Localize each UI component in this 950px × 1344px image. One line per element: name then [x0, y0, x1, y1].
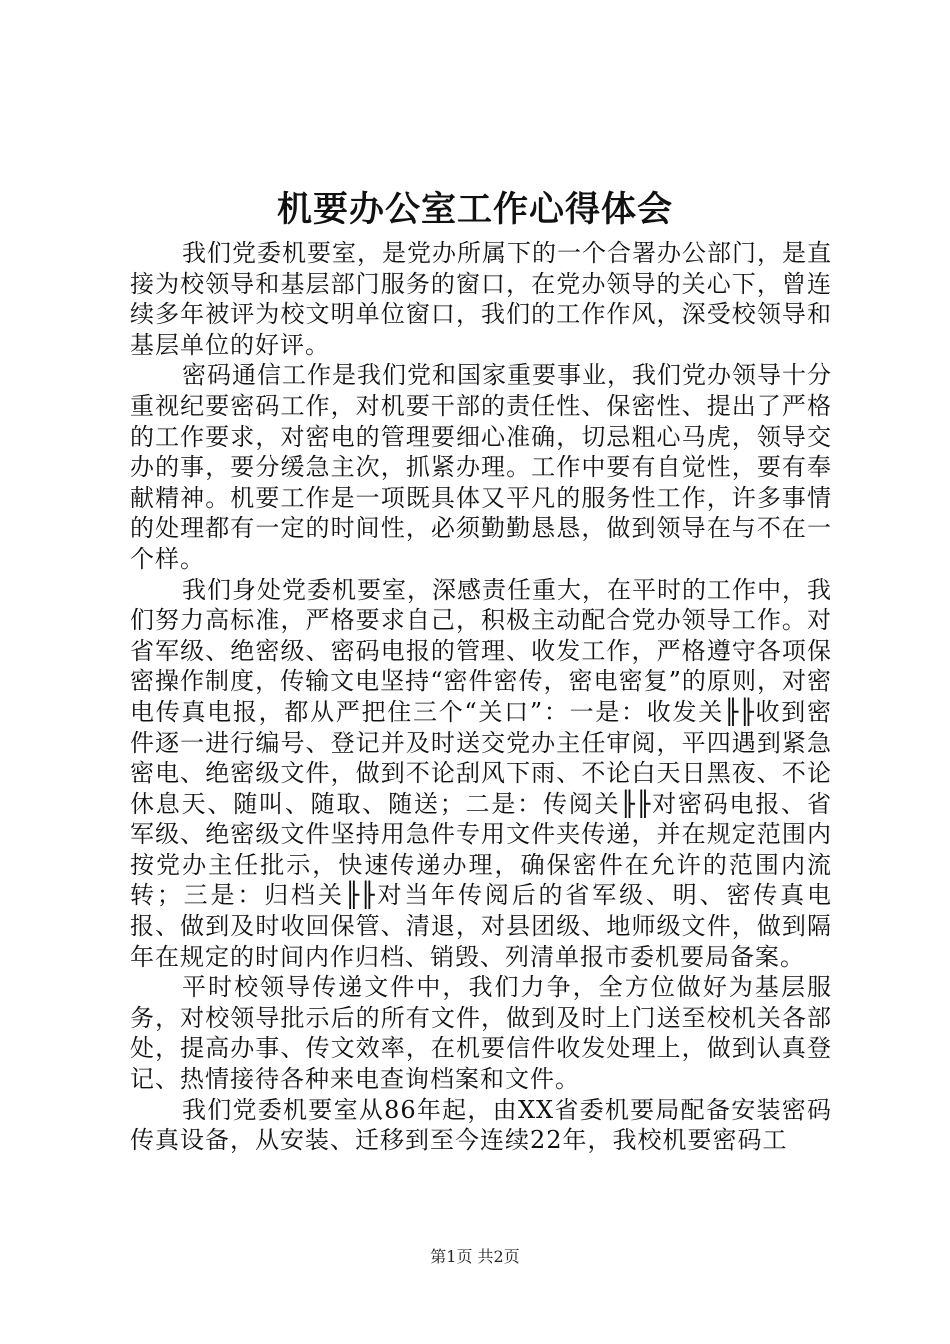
- paragraph: 我们党委机要室从86年起，由XX省委机要局配备安装密码传真设备，从安装、迁移到至今连续22年，我校机要密码工: [130, 1095, 832, 1155]
- paragraph: 我们党委机要室，是党办所属下的一个合署办公部门，是直接为校领导和基层部门服务的窗口，在党办领导的关心下，曾连续多年被评为校文明单位窗口，我们的工作作风，深受校领导和基层单位的好评。: [130, 239, 832, 359]
- paragraph: 密码通信工作是我们党和国家重要事业，我们党办领导十分重视纪要密码工作，对机要干部的责任性、保密性、提出了严格的工作要求，对密电的管理要细心准确，切忌粗心马虎，领导交办的事，要分缓急主次，抓紧办理。工作中要有自觉性，要有奉献精神。机要工作是一项既具体又平凡的服务性工作，许多事情的处理都有一定的时间性，必须勤勤恳恳，做到领导在与不在一个样。: [130, 361, 832, 573]
- paragraph: 我们身处党委机要室，深感责任重大，在平时的工作中，我们努力高标准，严格要求自己，积极主动配合党办领导工作。对省军级、绝密级、密码电报的管理、收发工作，严格遵守各项保密操作制度，传输文电坚持“密件密传，密电密复”的原则，对密电传真电报，都从严把住三个“关口”：一是：收发关╟╟收到密件逐一进行编号、登记并及时送交党办主任审阅，平四遇到紧急密电、绝密级文件，做到不论刮风下雨、不论白天日黑夜、不论休息天、随叫、随取、随送；二是：传阅关╟╟对密码电报、省军级、绝密级文件坚持用急件专用文件夹传递，并在规定范围内按党办主任批示，快速传递办理，确保密件在允许的范围内流转；三是：归档关╟╟对当年传阅后的省军级、明、密传真电报、做到及时收回保管、清退，对县团级、地师级文件，做到隔年在规定的时间内作归档、销毁、列清单报市委机要局备案。: [130, 575, 832, 971]
- page-number-footer: 第1页 共2页: [430, 1247, 520, 1266]
- document-title: 机要办公室工作心得体会: [276, 189, 673, 230]
- paragraph: 平时校领导传递文件中，我们力争，全方位做好为基层服务，对校领导批示后的所有文件，做到及时上门送至校机关各部处，提高办事、传文效率，在机要信件收发处理上，做到认真登记、热情接待各种来电查询档案和文件。: [130, 973, 832, 1094]
- document-body: [130, 238, 832, 1156]
